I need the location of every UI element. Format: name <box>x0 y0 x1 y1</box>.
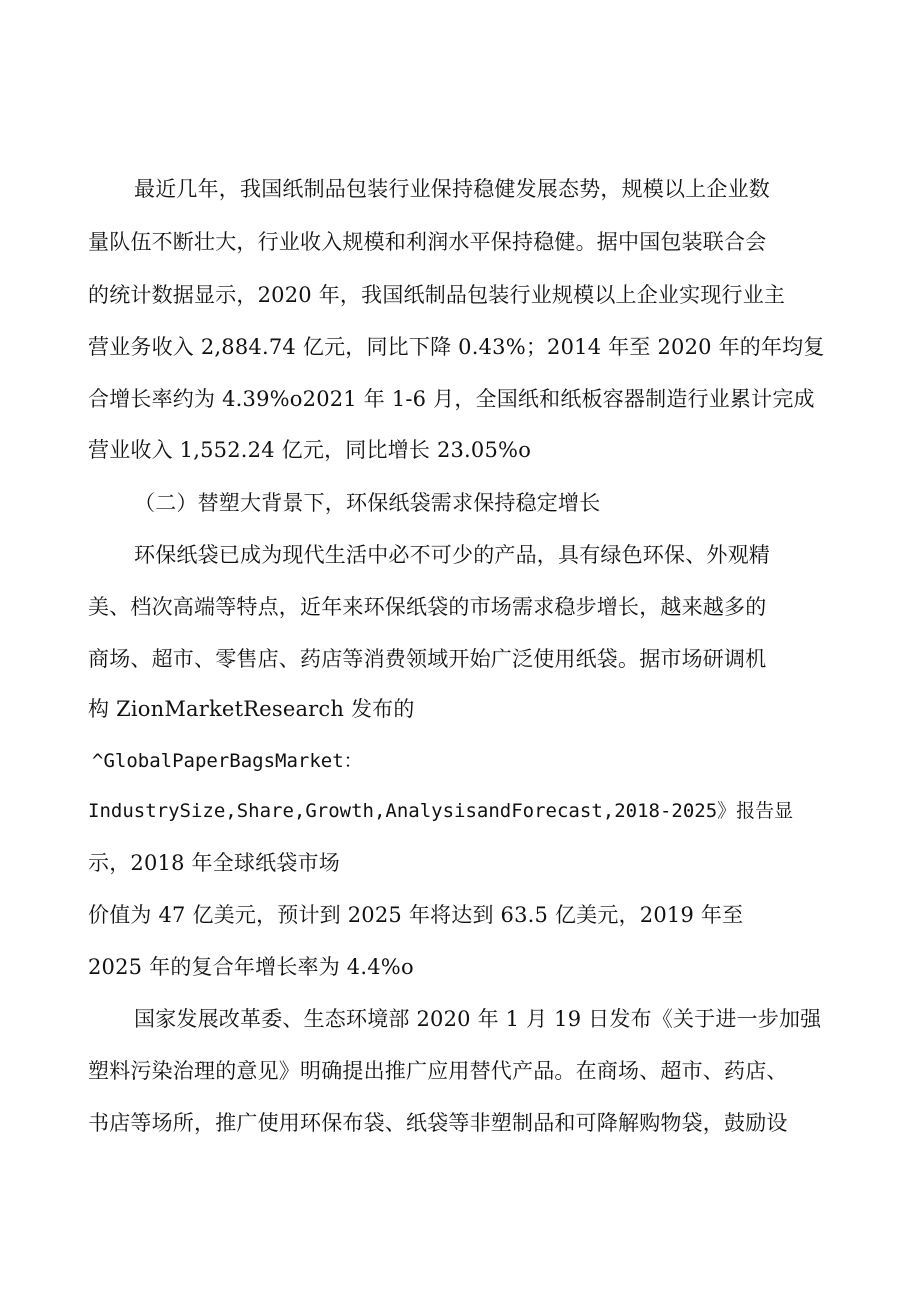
paragraph-1-line-4: 营业务收入 2,884.74 亿元，同比下降 0.43%；2014 年至 2020 年的年均复 <box>88 335 825 359</box>
paragraph-1-line-3: 的统计数据显示，2020 年，我国纸制品包装行业规模以上企业实现行业主 <box>88 283 786 307</box>
paragraph-1-line-5: 合增长率约为 4.39%o2021 年 1-6 月，全国纸和纸板容器制造行业累计完成 <box>88 387 815 411</box>
paragraph-1-line-6: 营业收入 1,552.24 亿元，同比增长 23.05%o <box>88 438 532 462</box>
paragraph-2-line-8: 价值为 47 亿美元，预计到 2025 年将达到 63.5 亿美元，2019 年至 <box>88 903 744 927</box>
paragraph-2-line-4: 构 ZionMarketResearch 发布的 <box>88 697 415 721</box>
paragraph-2-line-5: ^GlobalPaperBagsMarket： <box>92 750 363 772</box>
paragraph-1-line-2: 量队伍不断壮大，行业收入规模和利润水平保持稳健。据中国包装联合会 <box>88 230 767 254</box>
paragraph-2-line-1: 环保纸袋已成为现代生活中必不可少的产品，具有绿色环保、外观精 <box>134 543 770 567</box>
paragraph-2-line-7: 示，2018 年全球纸袋市场 <box>88 851 340 875</box>
paragraph-2-line-9: 2025 年的复合年增长率为 4.4%o <box>88 955 414 979</box>
paragraph-2-line-6: IndustrySize,Share,Growth,AnalysisandForecast,2018-2025》报告显 <box>88 800 794 822</box>
paragraph-2-line-2: 美、档次高端等特点，近年来环保纸袋的市场需求稳步增长，越来越多的 <box>88 595 767 619</box>
paragraph-2-line-3: 商场、超市、零售店、药店等消费领域开始广泛使用纸袋。据市场研调机 <box>88 647 767 671</box>
paragraph-3-line-2: 塑料污染治理的意见》明确提出推广应用替代产品。在商场、超市、药店、 <box>88 1059 788 1083</box>
paragraph-1-line-1: 最近几年，我国纸制品包装行业保持稳健发展态势，规模以上企业数 <box>134 177 770 201</box>
paragraph-3-line-1: 国家发展改革委、生态环境部 2020 年 1 月 19 日发布《关于进一步加强 <box>134 1007 822 1031</box>
section-heading: （二）替塑大背景下，环保纸袋需求保持稳定增长 <box>134 491 601 515</box>
paragraph-3-line-3: 书店等场所，推广使用环保布袋、纸袋等非塑制品和可降解购物袋，鼓励设 <box>88 1111 788 1135</box>
